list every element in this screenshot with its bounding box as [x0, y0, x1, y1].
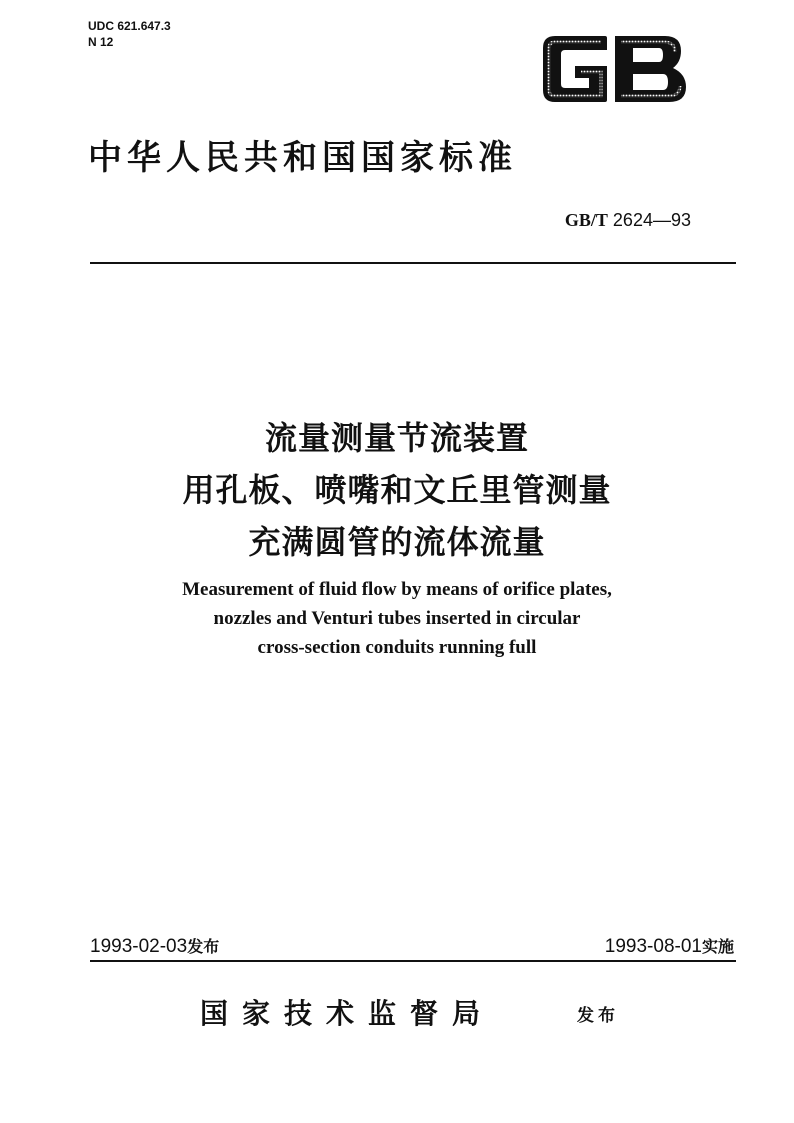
implementation-date-value: 1993-08-01	[604, 936, 702, 957]
chinese-title	[0, 412, 794, 568]
english-title-line-1: Measurement of fluid flow by means of orifice plates,	[182, 579, 612, 600]
organization-name: 中华人民共和国国家标准	[88, 138, 517, 178]
chinese-title-line-3: 充满圆管的流体流量	[248, 523, 546, 561]
gb-logo	[541, 34, 688, 104]
standard-prefix: GB/T	[564, 210, 608, 230]
issue-date-value: 1993-02-03	[90, 936, 188, 957]
english-title-line-3: cross-section conduits running full	[257, 637, 537, 658]
class-code: N 12	[88, 35, 114, 49]
udc-classification	[88, 18, 171, 50]
publisher-action: 发布	[577, 1006, 619, 1026]
issue-date	[90, 934, 219, 958]
footer-divider	[90, 960, 736, 962]
standard-number	[565, 210, 691, 231]
chinese-title-line-2: 用孔板、喷嘴和文丘里管测量	[182, 471, 612, 509]
english-title-line-2: nozzles and Venturi tubes inserted in circular	[213, 608, 581, 629]
udc-number: UDC 621.647.3	[88, 19, 171, 33]
standard-code: 2624—93	[612, 210, 691, 230]
implementation-date	[605, 934, 734, 958]
publisher-name: 国家技术监督局	[200, 997, 495, 1030]
english-title	[0, 575, 794, 662]
implementation-label: 实施	[701, 937, 734, 956]
chinese-title-line-1: 流量测量节流装置	[264, 419, 529, 457]
header-divider	[90, 262, 736, 264]
issue-label: 发布	[187, 937, 220, 956]
